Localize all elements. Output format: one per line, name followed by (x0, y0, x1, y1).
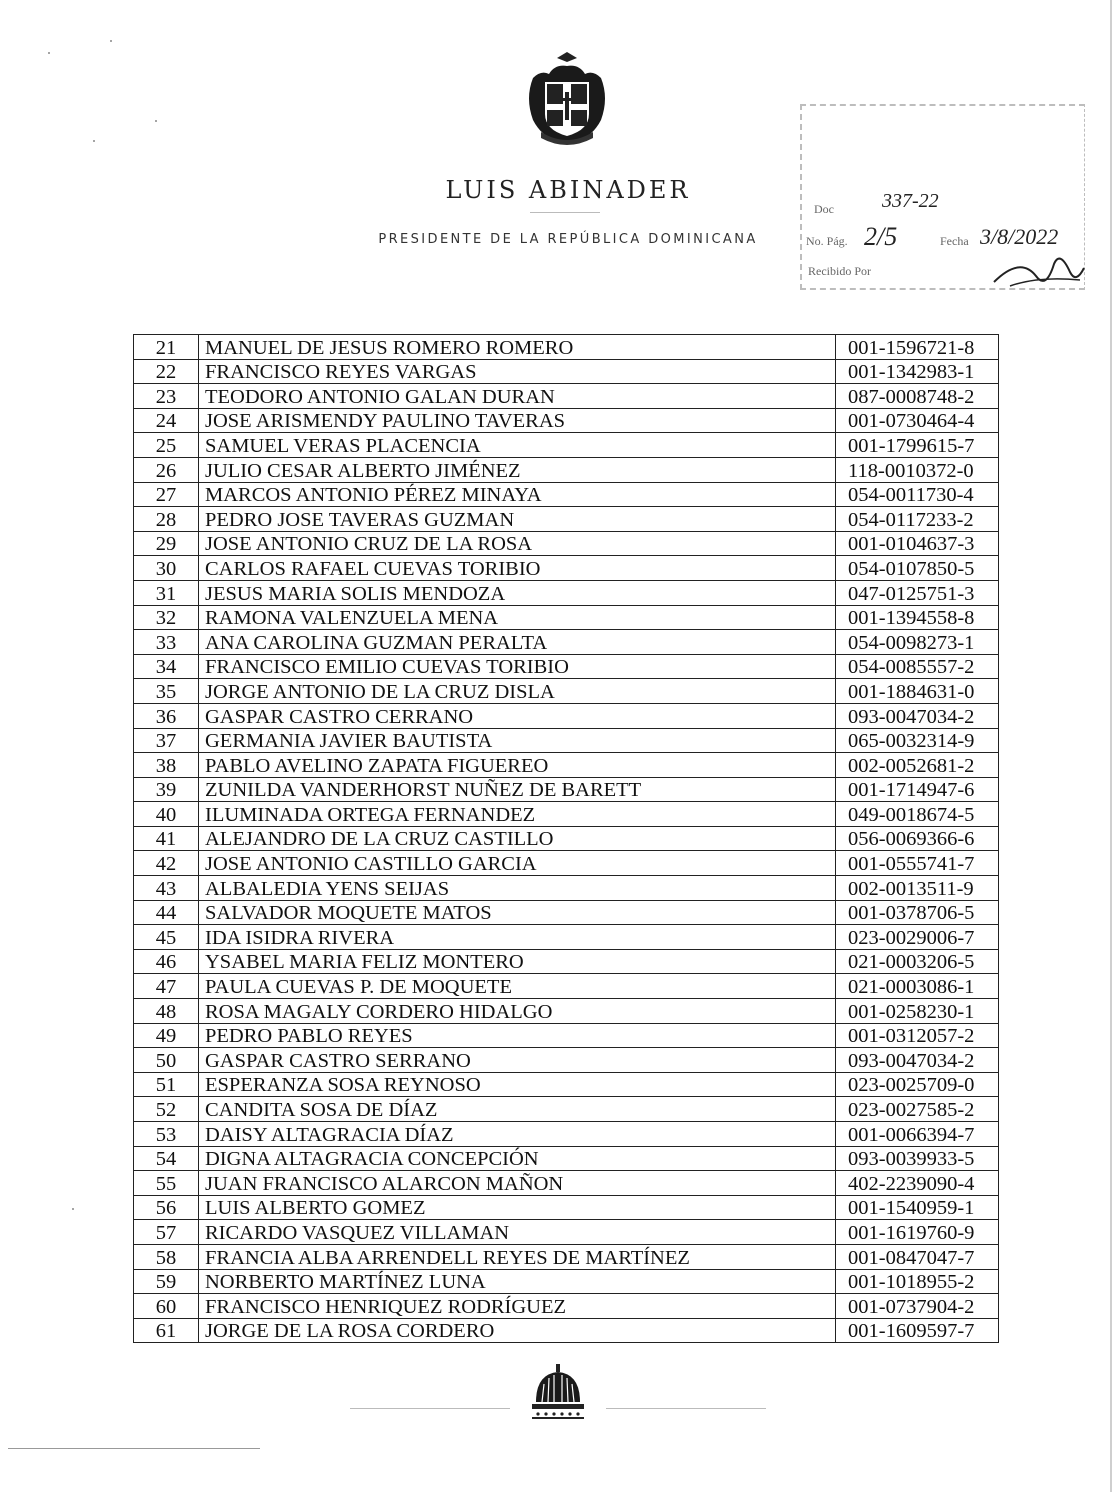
row-cedula: 054-0117233-2 (836, 507, 999, 532)
row-number: 43 (134, 876, 199, 901)
stamp-pages-label: No. Pág. (806, 234, 848, 248)
table-row (134, 531, 999, 556)
row-number: 34 (134, 654, 199, 679)
row-name: ILUMINADA ORTEGA FERNANDEZ (199, 802, 836, 827)
table-row (134, 408, 999, 433)
row-cedula: 001-1799615-7 (836, 433, 999, 458)
row-cedula: 065-0032314-9 (836, 728, 999, 753)
row-cedula: 001-0066394-7 (836, 1122, 999, 1147)
row-number: 27 (134, 482, 199, 507)
president-name: LUIS ABINADER (445, 176, 691, 204)
row-name: PEDRO PABLO REYES (199, 1023, 836, 1048)
row-cedula: 087-0008748-2 (836, 384, 999, 409)
row-cedula: 049-0018674-5 (836, 802, 999, 827)
row-number: 49 (134, 1023, 199, 1048)
row-number: 52 (134, 1097, 199, 1122)
row-cedula: 001-1884631-0 (836, 679, 999, 704)
stamp-doc-label: Doc (814, 202, 834, 216)
table-row (134, 654, 999, 679)
row-cedula: 021-0003206-5 (836, 949, 999, 974)
row-number: 45 (134, 925, 199, 950)
row-cedula: 001-0730464-4 (836, 408, 999, 433)
table-row (134, 802, 999, 827)
row-number: 46 (134, 949, 199, 974)
row-name: RICARDO VASQUEZ VILLAMAN (199, 1220, 836, 1245)
coat-of-arms-icon (519, 48, 615, 148)
stamp-date-value: 3/8/2022 (980, 224, 1059, 249)
row-number: 21 (134, 335, 199, 360)
scan-speck (48, 52, 50, 54)
row-cedula: 023-0029006-7 (836, 925, 999, 950)
row-cedula: 047-0125751-3 (836, 580, 999, 605)
row-number: 29 (134, 531, 199, 556)
table-row (134, 826, 999, 851)
stamp-pages-value: 2/5 (864, 222, 898, 251)
table-row (134, 1220, 999, 1245)
row-cedula: 002-0013511-9 (836, 876, 999, 901)
reception-stamp (800, 104, 1086, 290)
row-number: 24 (134, 408, 199, 433)
row-name: RAMONA VALENZUELA MENA (199, 605, 836, 630)
table-row (134, 925, 999, 950)
row-number: 31 (134, 580, 199, 605)
row-name: ALBALEDIA YENS SEIJAS (199, 876, 836, 901)
row-number: 41 (134, 826, 199, 851)
row-number: 48 (134, 999, 199, 1024)
stamp-received-label: Recibido Por (808, 264, 871, 278)
row-cedula: 001-0104637-3 (836, 531, 999, 556)
roster-table-body (134, 335, 999, 1343)
row-number: 51 (134, 1072, 199, 1097)
row-name: IDA ISIDRA RIVERA (199, 925, 836, 950)
row-name: PABLO AVELINO ZAPATA FIGUEREO (199, 753, 836, 778)
row-cedula: 001-0555741-7 (836, 851, 999, 876)
row-name: SAMUEL VERAS PLACENCIA (199, 433, 836, 458)
row-name: GASPAR CASTRO CERRANO (199, 703, 836, 728)
row-name: DAISY ALTAGRACIA DÍAZ (199, 1122, 836, 1147)
row-cedula: 402-2239090-4 (836, 1171, 999, 1196)
table-row (134, 974, 999, 999)
row-name: SALVADOR MOQUETE MATOS (199, 900, 836, 925)
row-number: 60 (134, 1294, 199, 1319)
footer-rule-left (350, 1408, 510, 1409)
table-row (134, 1195, 999, 1220)
scan-speck (93, 140, 95, 142)
table-row (134, 1294, 999, 1319)
row-number: 55 (134, 1171, 199, 1196)
table-row (134, 1171, 999, 1196)
row-number: 40 (134, 802, 199, 827)
table-row (134, 876, 999, 901)
page-edge (1110, 0, 1112, 1492)
row-number: 47 (134, 974, 199, 999)
row-name: ESPERANZA SOSA REYNOSO (199, 1072, 836, 1097)
row-number: 61 (134, 1318, 199, 1343)
row-cedula: 001-1018955-2 (836, 1269, 999, 1294)
row-name: JORGE DE LA ROSA CORDERO (199, 1318, 836, 1343)
footer-rule-right (606, 1408, 766, 1409)
table-row (134, 999, 999, 1024)
row-cedula: 001-0737904-2 (836, 1294, 999, 1319)
row-name: NORBERTO MARTÍNEZ LUNA (199, 1269, 836, 1294)
palace-dome-icon (528, 1362, 588, 1420)
table-row (134, 457, 999, 482)
row-number: 26 (134, 457, 199, 482)
table-row (134, 851, 999, 876)
row-cedula: 054-0098273-1 (836, 630, 999, 655)
row-number: 53 (134, 1122, 199, 1147)
row-number: 58 (134, 1244, 199, 1269)
table-row (134, 728, 999, 753)
row-name: FRANCISCO HENRIQUEZ RODRÍGUEZ (199, 1294, 836, 1319)
table-row (134, 703, 999, 728)
table-row (134, 1244, 999, 1269)
row-number: 32 (134, 605, 199, 630)
table-row (134, 630, 999, 655)
row-cedula: 001-1619760-9 (836, 1220, 999, 1245)
row-name: JESUS MARIA SOLIS MENDOZA (199, 580, 836, 605)
row-number: 30 (134, 556, 199, 581)
table-row (134, 1318, 999, 1343)
table-row (134, 1269, 999, 1294)
scan-speck (110, 40, 112, 42)
row-cedula: 001-1342983-1 (836, 359, 999, 384)
row-cedula: 093-0047034-2 (836, 703, 999, 728)
table-row (134, 335, 999, 360)
stamp-signature-scribble (990, 246, 1086, 290)
row-name: JUAN FRANCISCO ALARCON MAÑON (199, 1171, 836, 1196)
table-row (134, 900, 999, 925)
row-cedula: 054-0011730-4 (836, 482, 999, 507)
row-name: FRANCIA ALBA ARRENDELL REYES DE MARTÍNEZ (199, 1244, 836, 1269)
table-row (134, 1097, 999, 1122)
row-number: 35 (134, 679, 199, 704)
row-cedula: 118-0010372-0 (836, 457, 999, 482)
table-row (134, 605, 999, 630)
row-name: JULIO CESAR ALBERTO JIMÉNEZ (199, 457, 836, 482)
table-row (134, 482, 999, 507)
row-name: CARLOS RAFAEL CUEVAS TORIBIO (199, 556, 836, 581)
row-name: FRANCISCO EMILIO CUEVAS TORIBIO (199, 654, 836, 679)
bottom-rule (8, 1448, 260, 1449)
row-number: 33 (134, 630, 199, 655)
row-name: DIGNA ALTAGRACIA CONCEPCIÓN (199, 1146, 836, 1171)
row-number: 23 (134, 384, 199, 409)
scan-speck (72, 1208, 74, 1210)
row-name: MARCOS ANTONIO PÉREZ MINAYA (199, 482, 836, 507)
table-row (134, 359, 999, 384)
row-number: 38 (134, 753, 199, 778)
president-title: PRESIDENTE DE LA REPÚBLICA DOMINICANA (378, 232, 758, 247)
row-cedula: 054-0085557-2 (836, 654, 999, 679)
row-number: 39 (134, 777, 199, 802)
row-name: ZUNILDA VANDERHORST NUÑEZ DE BARETT (199, 777, 836, 802)
table-row (134, 679, 999, 704)
row-name: ROSA MAGALY CORDERO HIDALGO (199, 999, 836, 1024)
table-row (134, 384, 999, 409)
row-cedula: 001-0378706-5 (836, 900, 999, 925)
table-row (134, 1048, 999, 1073)
roster-table (133, 334, 999, 1343)
row-cedula: 023-0025709-0 (836, 1072, 999, 1097)
row-cedula: 093-0047034-2 (836, 1048, 999, 1073)
row-cedula: 001-1394558-8 (836, 605, 999, 630)
row-cedula: 001-0312057-2 (836, 1023, 999, 1048)
row-number: 42 (134, 851, 199, 876)
row-number: 54 (134, 1146, 199, 1171)
stamp-doc-number: 337-22 (882, 190, 939, 212)
row-cedula: 021-0003086-1 (836, 974, 999, 999)
row-name: PAULA CUEVAS P. DE MOQUETE (199, 974, 836, 999)
row-cedula: 023-0027585-2 (836, 1097, 999, 1122)
row-number: 50 (134, 1048, 199, 1073)
row-name: ANA CAROLINA GUZMAN PERALTA (199, 630, 836, 655)
row-number: 59 (134, 1269, 199, 1294)
row-name: ALEJANDRO DE LA CRUZ CASTILLO (199, 826, 836, 851)
row-number: 25 (134, 433, 199, 458)
row-number: 22 (134, 359, 199, 384)
stamp-date-label: Fecha (940, 234, 969, 248)
row-number: 36 (134, 703, 199, 728)
table-row (134, 1146, 999, 1171)
row-number: 44 (134, 900, 199, 925)
row-name: PEDRO JOSE TAVERAS GUZMAN (199, 507, 836, 532)
row-name: LUIS ALBERTO GOMEZ (199, 1195, 836, 1220)
row-cedula: 093-0039933-5 (836, 1146, 999, 1171)
row-name: FRANCISCO REYES VARGAS (199, 359, 836, 384)
row-name: YSABEL MARIA FELIZ MONTERO (199, 949, 836, 974)
signature-line (530, 212, 600, 213)
row-cedula: 056-0069366-6 (836, 826, 999, 851)
row-cedula: 001-1596721-8 (836, 335, 999, 360)
row-cedula: 001-0847047-7 (836, 1244, 999, 1269)
row-name: JOSE ANTONIO CASTILLO GARCIA (199, 851, 836, 876)
row-name: MANUEL DE JESUS ROMERO ROMERO (199, 335, 836, 360)
table-row (134, 1023, 999, 1048)
table-row (134, 507, 999, 532)
table-row (134, 1072, 999, 1097)
table-row (134, 753, 999, 778)
row-cedula: 001-0258230-1 (836, 999, 999, 1024)
row-name: GASPAR CASTRO SERRANO (199, 1048, 836, 1073)
row-number: 57 (134, 1220, 199, 1245)
row-cedula: 054-0107850-5 (836, 556, 999, 581)
table-row (134, 1122, 999, 1147)
row-name: JORGE ANTONIO DE LA CRUZ DISLA (199, 679, 836, 704)
row-name: JOSE ANTONIO CRUZ DE LA ROSA (199, 531, 836, 556)
row-cedula: 001-1714947-6 (836, 777, 999, 802)
scan-speck (155, 120, 157, 122)
table-row (134, 433, 999, 458)
table-row (134, 777, 999, 802)
row-cedula: 001-1609597-7 (836, 1318, 999, 1343)
table-row (134, 556, 999, 581)
row-number: 56 (134, 1195, 199, 1220)
row-cedula: 001-1540959-1 (836, 1195, 999, 1220)
row-cedula: 002-0052681-2 (836, 753, 999, 778)
row-number: 37 (134, 728, 199, 753)
table-row (134, 949, 999, 974)
row-name: TEODORO ANTONIO GALAN DURAN (199, 384, 836, 409)
row-name: JOSE ARISMENDY PAULINO TAVERAS (199, 408, 836, 433)
row-name: CANDITA SOSA DE DÍAZ (199, 1097, 836, 1122)
row-number: 28 (134, 507, 199, 532)
table-row (134, 580, 999, 605)
row-name: GERMANIA JAVIER BAUTISTA (199, 728, 836, 753)
